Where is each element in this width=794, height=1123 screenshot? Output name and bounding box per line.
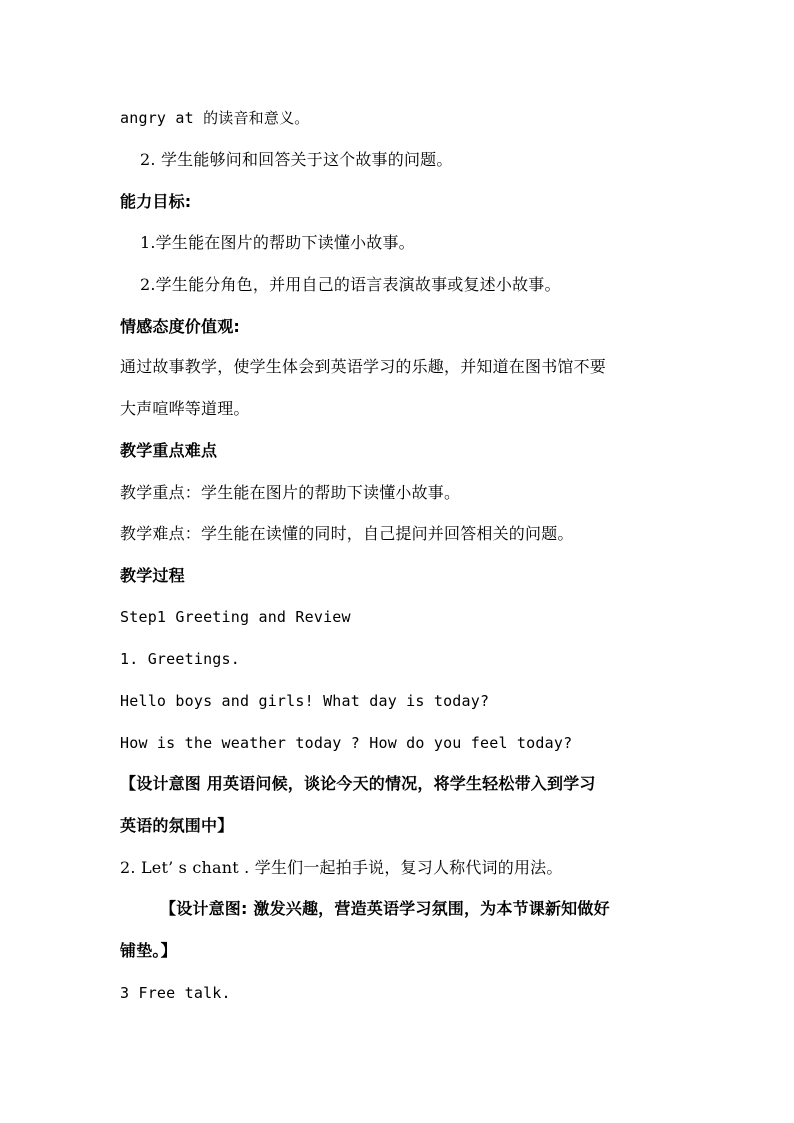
design-intent: 【设计意图: 激发兴趣，营造英语学习氛围，为本节课新知做好: [160, 899, 610, 918]
section-heading: 教学过程: [120, 566, 185, 585]
text-line: 大声喧哗等道理。: [120, 399, 250, 418]
section-heading: 情感态度价值观:: [120, 317, 240, 336]
text-line: 通过故事教学，使学生体会到英语学习的乐趣，并知道在图书馆不要: [120, 357, 607, 376]
text-line: 教学重点：学生能在图片的帮助下读懂小故事。: [120, 483, 461, 502]
text-line: 1. Greetings.: [120, 650, 240, 668]
text-line: 2. Let’ s chant . 学生们一起拍手说，复习人称代词的用法。: [120, 858, 563, 877]
text-line: 2. 学生能够问和回答关于这个故事的问题。: [140, 150, 453, 169]
section-heading: 教学重点难点: [120, 441, 218, 460]
text-line: angry at 的读音和意义。: [120, 109, 310, 127]
text-line: Hello boys and girls! What day is today?: [120, 692, 490, 710]
design-intent: 铺垫。】: [120, 941, 177, 960]
text-line: 3 Free talk.: [120, 984, 231, 1002]
design-intent: 【设计意图 用英语问候，谈论今天的情况，将学生轻松带入到学习: [120, 774, 596, 793]
section-heading: 能力目标:: [120, 192, 192, 211]
text-line: Step1 Greeting and Review: [120, 608, 351, 626]
text-line: How is the weather today ? How do you feel today?: [120, 734, 573, 752]
text-line: 2.学生能分角色，并用自己的语言表演故事或复述小故事。: [140, 275, 561, 294]
text-line: 教学难点：学生能在读懂的同时，自己提问并回答相关的问题。: [120, 524, 574, 543]
design-intent: 英语的氛围中】: [120, 816, 234, 835]
text-line: 1.学生能在图片的帮助下读懂小故事。: [140, 233, 415, 252]
